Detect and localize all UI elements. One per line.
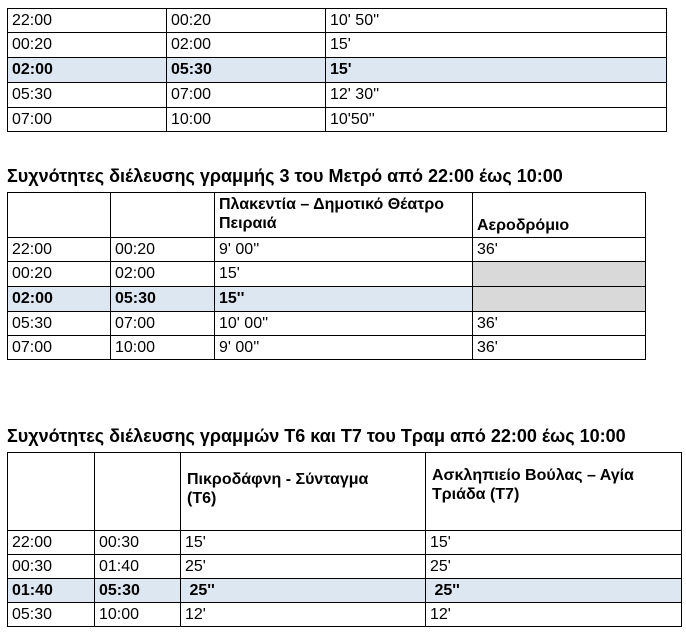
cell-freq2: 12' bbox=[426, 603, 682, 627]
table-tram bbox=[7, 452, 682, 627]
cell-to: 07:00 bbox=[111, 312, 215, 336]
cell-freq1: 10' 00'' bbox=[215, 312, 473, 336]
table-row-highlight bbox=[8, 287, 646, 312]
cell-to: 02:00 bbox=[111, 262, 215, 287]
cell-from: 07:00 bbox=[8, 108, 167, 132]
cell-from: 00:20 bbox=[8, 33, 167, 58]
cell-freq2: 25' bbox=[426, 555, 682, 579]
cell-freq2: 36' bbox=[473, 336, 646, 360]
cell-freq: 15' bbox=[326, 58, 667, 83]
section-title-tram: Συχνότητες διέλευσης γραμμών Τ6 και Τ7 του Τραμ από 22:00 έως 10:00 bbox=[7, 426, 626, 446]
cell-to: 07:00 bbox=[167, 83, 326, 108]
table-row bbox=[8, 108, 667, 132]
table-row bbox=[8, 238, 646, 262]
table-row bbox=[8, 312, 646, 336]
cell-from: 22:00 bbox=[8, 238, 111, 262]
cell-from: 05:30 bbox=[8, 603, 95, 627]
cell-freq: 12' 30'' bbox=[326, 83, 667, 108]
cell-to: 01:40 bbox=[95, 555, 181, 579]
cell-to: 10:00 bbox=[167, 108, 326, 132]
cell-to: 05:30 bbox=[111, 287, 215, 312]
table-row bbox=[8, 262, 646, 287]
cell-from: 05:30 bbox=[8, 312, 111, 336]
cell-from: 00:20 bbox=[8, 262, 111, 287]
cell-freq2-empty bbox=[473, 262, 646, 287]
cell-to: 10:00 bbox=[95, 603, 181, 627]
header-plakentia: Πλακεντία – Δημοτικό Θέατρο Πειραιά bbox=[215, 193, 473, 238]
cell-freq1: 9' 00'' bbox=[215, 238, 473, 262]
cell-to: 05:30 bbox=[95, 579, 181, 603]
cell-freq2-empty bbox=[473, 287, 646, 312]
table-row bbox=[8, 531, 682, 555]
table-row bbox=[8, 83, 667, 108]
cell-freq1: 15' bbox=[181, 531, 426, 555]
cell-to: 00:20 bbox=[167, 9, 326, 33]
cell-freq1: 25'' bbox=[181, 579, 426, 603]
cell-freq1: 9' 00'' bbox=[215, 336, 473, 360]
cell-from: 02:00 bbox=[8, 58, 167, 83]
table-row-highlight bbox=[8, 58, 667, 83]
cell-freq2: 25'' bbox=[426, 579, 682, 603]
table-header-row bbox=[8, 453, 682, 531]
cell-freq1: 15'' bbox=[215, 287, 473, 312]
cell-from: 22:00 bbox=[8, 9, 167, 33]
cell-to: 05:30 bbox=[167, 58, 326, 83]
cell-freq2: 36' bbox=[473, 312, 646, 336]
section-title-metro: Συχνότητες διέλευσης γραμμής 3 του Μετρό από 22:00 έως 10:00 bbox=[7, 166, 563, 186]
cell-freq1: 12' bbox=[181, 603, 426, 627]
cell-freq2: 36' bbox=[473, 238, 646, 262]
cell-to: 02:00 bbox=[167, 33, 326, 58]
cell-freq1: 25' bbox=[181, 555, 426, 579]
table-metro bbox=[7, 192, 646, 360]
cell-to: 00:30 bbox=[95, 531, 181, 555]
table-row bbox=[8, 555, 682, 579]
cell-from: 05:30 bbox=[8, 83, 167, 108]
table-row bbox=[8, 603, 682, 627]
cell-from: 22:00 bbox=[8, 531, 95, 555]
cell-freq2: 15' bbox=[426, 531, 682, 555]
cell-freq1: 15' bbox=[215, 262, 473, 287]
table-header-row bbox=[8, 193, 646, 238]
header-t6: Πικροδάφνη - Σύνταγμα (Τ6) bbox=[181, 453, 426, 531]
table-row bbox=[8, 336, 646, 360]
cell-to: 00:20 bbox=[111, 238, 215, 262]
table-1 bbox=[7, 8, 667, 132]
cell-to: 10:00 bbox=[111, 336, 215, 360]
cell-from: 07:00 bbox=[8, 336, 111, 360]
header-airport: Αεροδρόμιο bbox=[473, 193, 646, 238]
cell-freq: 10'50'' bbox=[326, 108, 667, 132]
cell-from: 02:00 bbox=[8, 287, 111, 312]
header-t7: Ασκληπιείο Βούλας – Αγία Τριάδα (Τ7) bbox=[426, 453, 682, 531]
cell-from: 00:30 bbox=[8, 555, 95, 579]
cell-from: 01:40 bbox=[8, 579, 95, 603]
cell-freq: 10' 50'' bbox=[326, 9, 667, 33]
table-row bbox=[8, 33, 667, 58]
table-row-highlight bbox=[8, 579, 682, 603]
table-row bbox=[8, 9, 667, 33]
cell-freq: 15' bbox=[326, 33, 667, 58]
